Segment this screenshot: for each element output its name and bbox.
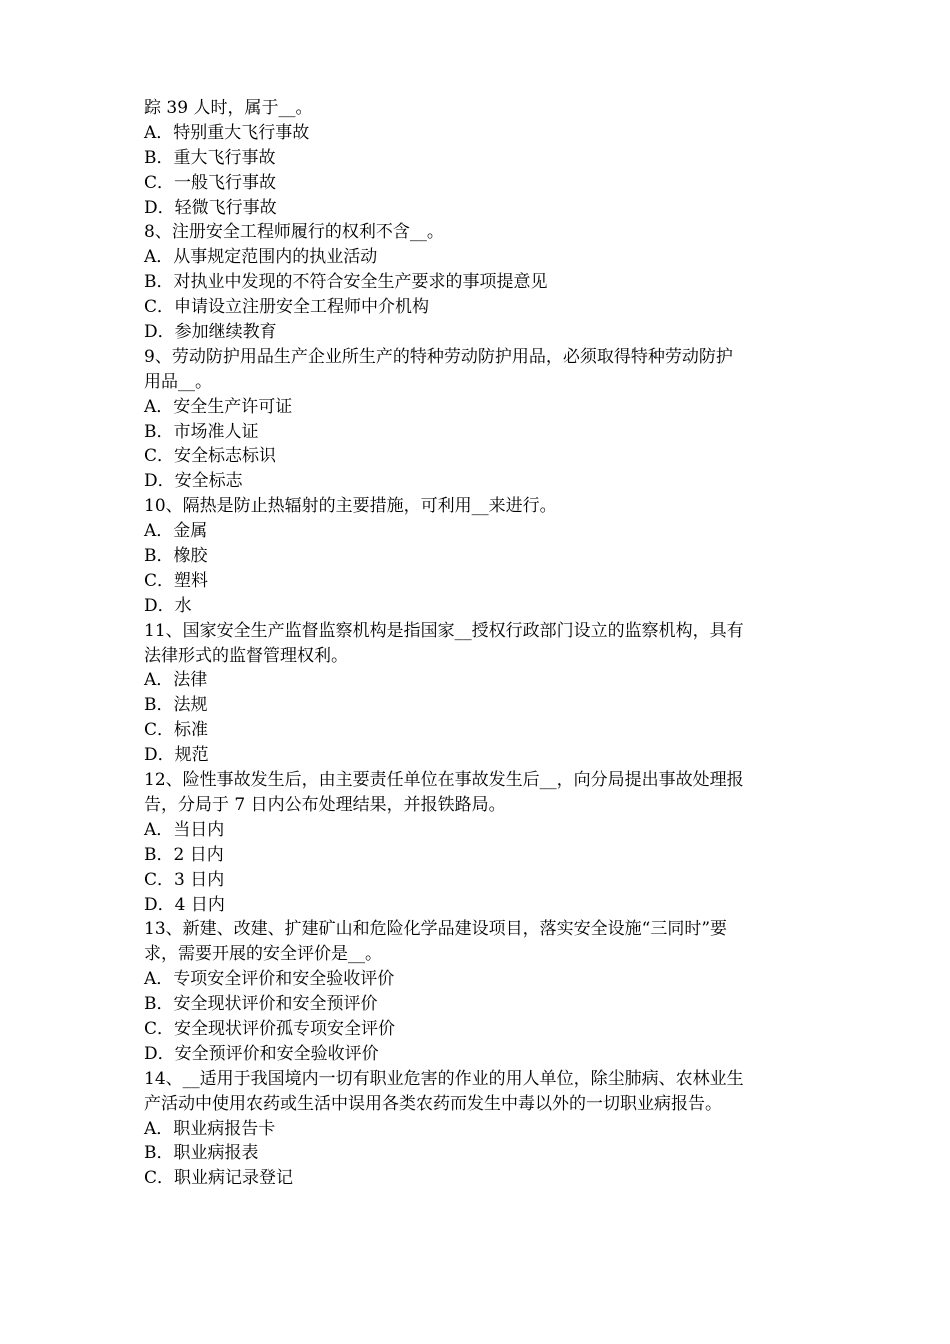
option-line: D．水	[144, 595, 192, 616]
option-line: C．申请设立注册安全工程师中介机构	[144, 297, 430, 318]
question-line: 告，分局于 7 日内公布处理结果，并报铁路局。	[144, 794, 506, 815]
option-line: A．特别重大飞行事故	[144, 122, 310, 143]
question-line: 求，需要开展的安全评价是__。	[144, 944, 382, 965]
option-line: B．橡胶	[144, 546, 208, 567]
question-line: 用品__。	[144, 371, 212, 392]
option-line: A．法律	[144, 670, 208, 691]
option-line: A．从事规定范围内的执业活动	[144, 247, 378, 268]
option-line: A．安全生产许可证	[144, 396, 293, 417]
option-line: D．安全预评价和安全验收评价	[144, 1043, 379, 1064]
question-line: 10、隔热是防止热辐射的主要措施，可利用__来进行。	[144, 496, 557, 517]
text-line: 踪 39 人时，属于__。	[144, 98, 313, 118]
option-line: A．金属	[144, 521, 208, 542]
option-line: B．重大飞行事故	[144, 147, 276, 168]
option-line: C．塑料	[144, 570, 209, 591]
question-line: 14、__适用于我国境内一切有职业危害的作业的用人单位，除尘肺病、农林业生	[144, 1068, 744, 1089]
option-line: D．参加继续教育	[144, 322, 277, 343]
option-line: B．2 日内	[144, 844, 224, 865]
option-line: D．规范	[144, 745, 209, 766]
option-line: C．3 日内	[144, 869, 225, 890]
option-line: C．标准	[144, 720, 209, 741]
option-line: A．职业病报告卡	[144, 1118, 276, 1139]
option-line: A．专项安全评价和安全验收评价	[144, 969, 395, 990]
question-line: 13、新建、改建、扩建矿山和危险化学品建设项目，落实安全设施“三同时”要	[144, 919, 728, 940]
option-line: C．安全标志标识	[144, 446, 277, 467]
option-line: B．市场准人证	[144, 421, 259, 442]
option-line: D．安全标志	[144, 471, 243, 492]
option-line: D．轻微飞行事故	[144, 197, 277, 218]
question-line: 产活动中使用农药或生活中误用各类农药而发生中毒以外的一切职业病报告。	[144, 1093, 722, 1114]
option-line: D．4 日内	[144, 894, 225, 915]
question-line: 9、劳动防护用品生产企业所生产的特种劳动防护用品，必须取得特种劳动防护	[144, 346, 733, 367]
option-line: B．职业病报表	[144, 1143, 259, 1164]
option-line: C．一般飞行事故	[144, 172, 277, 193]
question-line: 8、注册安全工程师履行的权利不含__。	[144, 222, 444, 243]
question-line: 11、国家安全生产监督监察机构是指国家__授权行政部门设立的监察机构，具有	[144, 620, 744, 641]
option-line: B．安全现状评价和安全预评价	[144, 994, 378, 1015]
option-line: A．当日内	[144, 819, 225, 840]
option-line: C．职业病记录登记	[144, 1168, 294, 1189]
question-line: 法律形式的监督管理权利。	[144, 645, 348, 666]
question-line: 12、险性事故发生后，由主要责任单位在事故发生后__，向分局提出事故处理报	[144, 770, 744, 791]
document-page	[144, 96, 824, 1191]
option-line: B．法规	[144, 695, 208, 716]
option-line: B．对执业中发现的不符合安全生产要求的事项提意见	[144, 272, 548, 293]
option-line: C．安全现状评价孤专项安全评价	[144, 1018, 396, 1039]
